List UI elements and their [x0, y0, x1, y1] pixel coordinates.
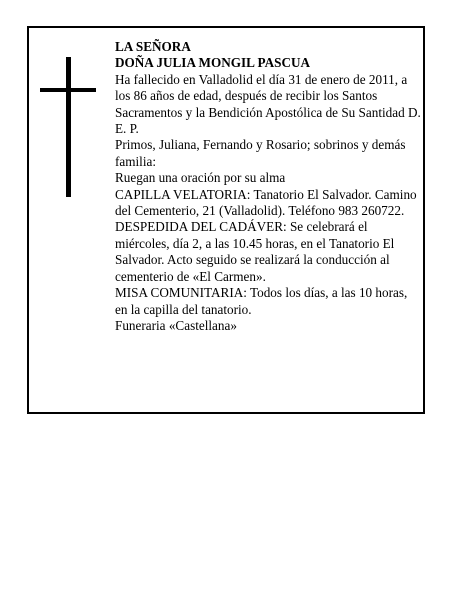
- notice-farewell: DESPEDIDA DEL CADÁVER: Se celebrará el miércoles, día 2, a las 10.45 horas, en el Tanatorio El Salvador. Acto seguido se realizará la conducción al cementerio de «El Carmen».: [115, 219, 395, 284]
- cross-icon: [40, 57, 96, 197]
- notice-heading-name: DOÑA JULIA MONGIL PASCUA: [115, 55, 311, 71]
- notice-mass: MISA COMUNITARIA: Todos los días, a las 10 horas, en la capilla del tanatorio.: [115, 285, 408, 317]
- notice-funeral-home: Funeraria «Castellana»: [115, 317, 237, 333]
- notice-text: [115, 39, 423, 334]
- notice-prayer-request: Ruegan una oración por su alma: [115, 170, 286, 186]
- obituary-notice: [27, 26, 425, 414]
- notice-chapel: CAPILLA VELATORIA: Tanatorio El Salvador. Camino del Cementerio, 21 (Valladolid). Teléfono 983 260722.: [115, 186, 417, 219]
- notice-family: Primos, Juliana, Fernando y Rosario; sobrinos y demás familia:: [115, 137, 406, 169]
- notice-death-announcement: Ha fallecido en Valladolid el día 31 de enero de 2011, a los 86 años de edad, después de recibir los Santos Sacramentos y la Bendición Apostólica de Su Santidad D. E. P.: [115, 71, 421, 137]
- cross-vertical-bar: [66, 57, 71, 197]
- cross-horizontal-bar: [40, 88, 96, 92]
- notice-heading-title: LA SEÑORA: [115, 39, 191, 54]
